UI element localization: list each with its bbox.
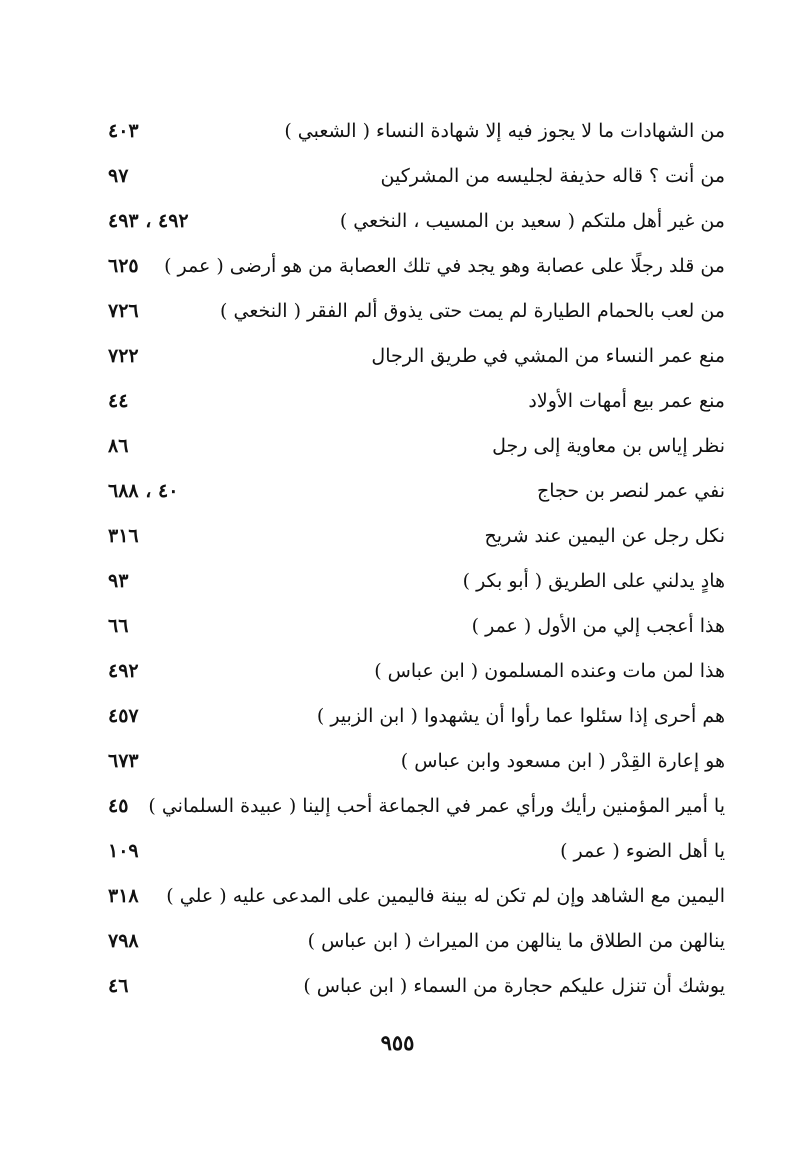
entry-text: من أنت ؟ قاله حذيفة لجليسه من المشركين [380, 165, 725, 187]
entry-text: يا أمير المؤمنين رأيك ورأي عمر في الجماعة أحب إلينا ( عبيدة السلماني ) [148, 795, 725, 817]
entry-text: من غير أهل ملتكم ( سعيد بن المسيب ، النخعي ) [339, 210, 725, 232]
entry-text: هذا أعجب إلي من الأول ( عمر ) [471, 615, 725, 637]
index-entry [100, 650, 725, 695]
index-entry [100, 155, 725, 200]
entry-page-ref: ٧٢٦ [108, 300, 139, 322]
index-entry [100, 830, 725, 875]
entry-text: هم أحرى إذا سئلوا عما رأوا أن يشهدوا ( ابن الزبير ) [316, 705, 725, 727]
entry-page-ref: ٤٥٧ [108, 705, 139, 727]
index-entry [100, 515, 725, 560]
page-number: ٩٥٥ [380, 1030, 415, 1055]
entry-text: هادٍ يدلني على الطريق ( أبو بكر ) [462, 570, 725, 592]
entry-page-ref: ٩٧ [108, 165, 129, 187]
index-list [100, 110, 725, 1010]
index-entry [100, 380, 725, 425]
entry-text: هو إعارة القِدْر ( ابن مسعود وابن عباس ) [400, 750, 725, 772]
index-entry [100, 785, 725, 830]
index-entry [100, 425, 725, 470]
entry-page-ref: ٦٢٥ [108, 255, 139, 277]
entry-page-ref: ٧٢٢ [108, 345, 139, 367]
entry-page-ref: ٤٤ [108, 390, 129, 412]
entry-text: يا أهل الضوء ( عمر ) [560, 840, 725, 862]
index-entry [100, 290, 725, 335]
entry-text: ينالهن من الطلاق ما ينالهن من الميراث ( ابن عباس ) [307, 930, 725, 952]
entry-text: نكل رجل عن اليمين عند شريح [484, 525, 725, 547]
index-entry [100, 920, 725, 965]
entry-text: منع عمر النساء من المشي في طريق الرجال [371, 345, 725, 367]
index-entry [100, 470, 725, 515]
entry-page-ref: ٧٩٨ [108, 930, 139, 952]
entry-text: اليمين مع الشاهد وإن لم تكن له بينة فاليمين على المدعى عليه ( علي ) [166, 885, 725, 907]
entry-text: منع عمر بيع أمهات الأولاد [528, 390, 725, 412]
entry-text: هذا لمن مات وعنده المسلمون ( ابن عباس ) [374, 660, 725, 682]
index-entry [100, 110, 725, 155]
entry-page-ref: ٤٥ [108, 795, 129, 817]
entry-page-ref: ٣١٨ [108, 885, 139, 907]
entry-text: يوشك أن تنزل عليكم حجارة من السماء ( ابن عباس ) [303, 975, 725, 997]
entry-page-ref: ٨٦ [108, 435, 129, 457]
entry-page-ref: ٩٣ [108, 570, 129, 592]
index-entry [100, 695, 725, 740]
index-entry [100, 560, 725, 605]
entry-text: من قلد رجلًا على عصابة وهو يجد في تلك العصابة من هو أرضى ( عمر ) [164, 255, 725, 277]
index-entry [100, 605, 725, 650]
index-entry [100, 740, 725, 785]
entry-text: من لعب بالحمام الطيارة لم يمت حتى يذوق ألم الفقر ( النخعي ) [220, 300, 725, 322]
index-entry [100, 335, 725, 380]
entry-page-ref: ٦٧٣ [108, 750, 139, 772]
entry-page-ref: ٤٠ ، ٦٨٨ [108, 480, 179, 502]
index-entry [100, 200, 725, 245]
entry-page-ref: ٦٦ [108, 615, 129, 637]
index-entry [100, 875, 725, 920]
entry-page-ref: ٤٩٢ ، ٤٩٣ [108, 210, 189, 232]
entry-text: نفي عمر لنصر بن حجاج [537, 480, 725, 502]
entry-text: من الشهادات ما لا يجوز فيه إلا شهادة النساء ( الشعبي ) [284, 120, 725, 142]
entry-page-ref: ٣١٦ [108, 525, 139, 547]
entry-page-ref: ٤٠٣ [108, 120, 139, 142]
index-entry [100, 245, 725, 290]
entry-page-ref: ٤٦ [108, 975, 129, 997]
entry-text: نظر إياس بن معاوية إلى رجل [492, 435, 725, 457]
index-entry [100, 965, 725, 1010]
entry-page-ref: ٤٩٢ [108, 660, 139, 682]
entry-page-ref: ١٠٩ [108, 840, 139, 862]
